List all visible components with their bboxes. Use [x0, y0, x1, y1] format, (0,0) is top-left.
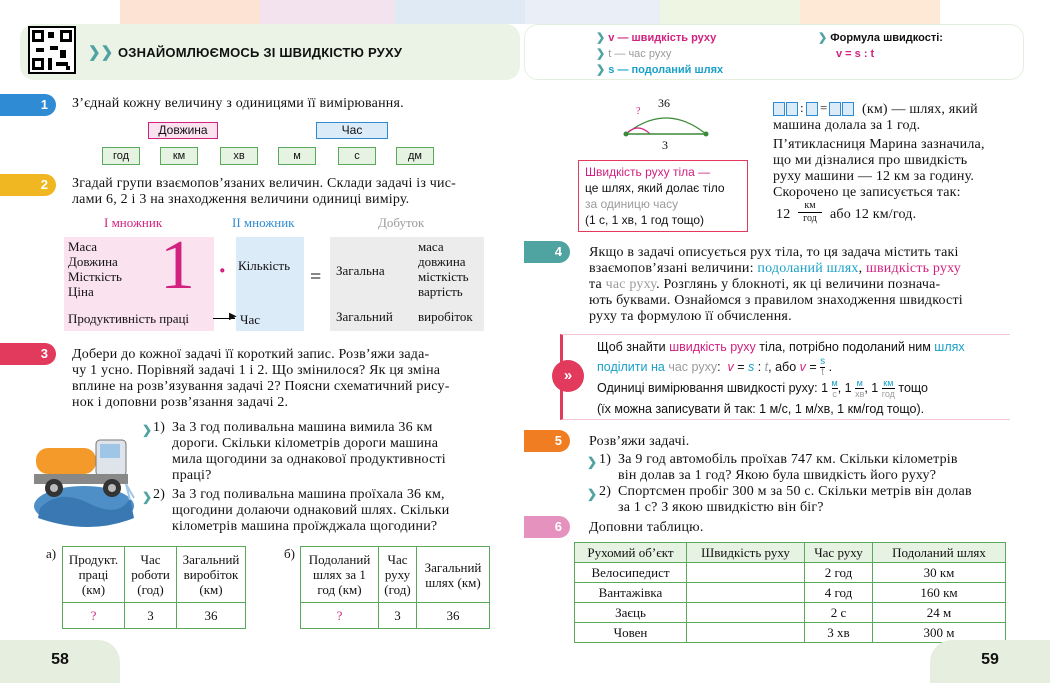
qr-code-icon[interactable] — [28, 26, 76, 74]
task4-line: взаємопов’язані величини: подоланий шлях, швидкість руху — [589, 261, 962, 276]
task3-line: вплине на розв’язування задачі 2? Поясни схематичний рису- — [72, 379, 450, 394]
task3-line: чу 1 усно. Порівняй задачі 1 і 2. Що змінилося? Як ця зміна — [72, 363, 441, 378]
task-number-2: 2 — [0, 174, 56, 196]
subtask2-line: кілометрів машина проїжджала щогодини? — [172, 519, 438, 534]
speed-table-cell: 2 год — [805, 563, 873, 583]
speed-definition-box — [578, 160, 748, 232]
table-a-cell: 3 — [125, 603, 177, 629]
speed-table-header: Рухомий об’єкт — [575, 543, 687, 563]
product-list — [418, 239, 469, 299]
factor1-item: Маса — [68, 239, 98, 254]
marina-line-2: П’ятикласниця Марина зазначила, — [773, 137, 985, 152]
product-item: вартість — [418, 284, 463, 299]
subtask1-line: мила щогодини за однакової продуктивності — [172, 452, 446, 467]
total-f-label: Загальна — [336, 263, 385, 278]
marina-line-5: Скорочено це записується так: — [773, 185, 961, 200]
legend-arrow-icon: ❯ — [596, 64, 606, 76]
diagram-three: 3 — [662, 138, 668, 152]
table-a-header: Час роботи (год) — [125, 547, 177, 603]
subtask2-line: щогодини долаючи однаковий шлях. Скільки — [172, 503, 450, 518]
task3-line: Добери до кожної задачі її короткий запис. Розв’яжи зада- — [72, 347, 430, 362]
product-item: маса — [418, 239, 444, 254]
distance-arc-diagram — [620, 106, 712, 142]
watering-truck-image — [30, 418, 138, 530]
answer-box[interactable] — [773, 102, 785, 116]
formula-arrow-icon: ❯ — [818, 32, 828, 44]
table-a-cell[interactable]: ? — [63, 603, 125, 629]
box-colon: : — [800, 100, 804, 115]
header-factor-2: ІІ множник — [232, 215, 295, 230]
task5-p1 — [618, 452, 958, 484]
top-strip-orange — [800, 0, 940, 24]
answer-box[interactable] — [842, 102, 854, 116]
task4-line: руху та формулою її обчислення. — [589, 309, 792, 324]
table-b-header: Час руху (год) — [379, 547, 417, 603]
speed-table-header: Подоланий шлях — [873, 543, 1006, 563]
task-number-3: 3 — [0, 343, 56, 365]
task-number-1: 1 — [0, 94, 56, 116]
table-a-header: Загальний виробіток (км) — [177, 547, 246, 603]
speed-frac-den: год — [803, 213, 817, 224]
formula-text: v = s : t — [836, 48, 875, 60]
task4-line: Якщо в задачі описується рух тіла, то ця задача містить такі — [589, 245, 959, 260]
header-legend — [596, 30, 723, 78]
speed-table-header: Час руху — [805, 543, 873, 563]
task3-line: нок і доповни розв’язання задачі 2. — [72, 395, 289, 410]
task6-text: Доповни таблицю. — [589, 520, 704, 535]
task5-p1-line: За 9 год автомобіль проїхав 747 км. Скільки кілометрів — [618, 452, 958, 467]
units-row — [102, 147, 442, 167]
speed-table-cell[interactable] — [687, 623, 805, 643]
speed-table-cell: 3 хв — [805, 623, 873, 643]
speed-table-header: Швидкість руху — [687, 543, 805, 563]
rule-line-4: (їх можна записувати й так: 1 м/с, 1 м/хв, 1 км/год тощо). — [597, 402, 925, 417]
speed-12: 12 — [776, 207, 791, 222]
def-line: Швидкість руху тіла — — [585, 165, 711, 179]
speed-table-cell: 300 м — [873, 623, 1006, 643]
subtask1-text — [172, 420, 446, 484]
subtask1-line: праці? — [172, 468, 212, 483]
total-m-label: Загальний — [336, 309, 393, 324]
table-b-cell: 3 — [379, 603, 417, 629]
page-number-left: 58 — [0, 640, 120, 683]
speed-table-cell: Велосипедист — [575, 563, 687, 583]
diagram-question: ? — [636, 106, 641, 117]
time-label: Час — [240, 312, 260, 327]
arrow-head-icon: ▶ — [229, 311, 237, 322]
task5-p2-line: Спортсмен пробіг 300 м за 50 с. Скільки метрів він долав — [618, 484, 972, 499]
answer-box[interactable] — [829, 102, 841, 116]
task2-text-1: Згадай групи взаємопов’язаних величин. Склади задачі із чис- — [72, 176, 456, 191]
marina-line-3: що ми дізналися про швидкість — [773, 153, 968, 168]
label-time[interactable]: Час — [316, 122, 388, 139]
def-line: це шлях, який долає тіло — [585, 181, 725, 195]
subtask1-line: дороги. Скільки кілометрів дороги машина — [172, 436, 439, 451]
subtask-arrow-icon: ❯ — [142, 490, 153, 504]
speed-table-cell[interactable] — [687, 583, 805, 603]
top-strip-green — [660, 0, 800, 24]
table-b — [300, 546, 490, 629]
page-number-right: 59 — [930, 640, 1050, 683]
subtask2-line: За 3 год поливальна машина проїхала 36 км, — [172, 487, 445, 502]
output-label: виробіток — [418, 309, 473, 324]
speed-table-cell: 2 с — [805, 603, 873, 623]
speed-table-cell[interactable] — [687, 563, 805, 583]
formula-title: Формула швидкості: — [830, 32, 943, 44]
diagram-total: 36 — [658, 96, 670, 110]
product-item: місткість — [418, 269, 469, 284]
marina-line-0: (км) — шлях, який — [862, 102, 978, 117]
factor1-item: Довжина — [68, 254, 118, 269]
table-a-label: а) — [46, 546, 57, 561]
box-equals: = — [820, 100, 828, 115]
speed-table-cell: Вантажівка — [575, 583, 687, 603]
speed-frac-num: км — [798, 200, 822, 213]
legend-arrow-icon: ❯ — [596, 48, 606, 60]
speed-table-cell: Човен — [575, 623, 687, 643]
factor1-item: Ціна — [68, 284, 94, 299]
subtask-arrow-icon: ❯ — [587, 487, 598, 501]
task-number-5: 5 — [524, 430, 570, 452]
speed-table-cell[interactable] — [687, 603, 805, 623]
task1-text: З’єднай кожну величину з одиницями її вимірювання. — [72, 96, 404, 111]
unit-box[interactable]: м — [278, 147, 316, 165]
equals-sign: = — [310, 266, 322, 288]
rule-line-2: поділити на час руху: v = s : t, або v = $\frac{s}{t}$ . — [597, 356, 833, 379]
speed-table-cell: 160 км — [873, 583, 1006, 603]
header-chevrons-icon: ❯❯ — [88, 44, 114, 61]
rule-text — [597, 337, 965, 419]
legend-arrow-icon: ❯ — [596, 32, 606, 44]
task4-text — [589, 245, 963, 325]
rule-chevron-icon: » — [552, 360, 584, 392]
speed-table-cell: Заєць — [575, 603, 687, 623]
table-b-cell[interactable]: ? — [301, 603, 379, 629]
legend-s: s — подоланий шлях — [608, 64, 724, 76]
answer-box[interactable] — [806, 102, 818, 116]
speed-table-cell: 24 м — [873, 603, 1006, 623]
unit-box[interactable]: с — [338, 147, 376, 165]
task-number-4: 4 — [554, 244, 562, 259]
table-b-header: Подоланий шлях за 1 год (км) — [301, 547, 379, 603]
header-factor-1: І множник — [104, 215, 163, 230]
task2-text-2: лами 6, 2 і 3 на знаходження величини одиниці виміру. — [72, 192, 410, 207]
unit-box[interactable]: хв — [220, 147, 258, 165]
legend-v: v — швидкість руху — [608, 32, 717, 44]
task4-line: та час руху. Розглянь у блокноті, як ці величини познача- — [589, 277, 941, 292]
big-one: 1 — [160, 227, 195, 304]
task5-p1-line: він долав за 1 год? Якою була швидкість його руху? — [618, 468, 937, 483]
top-strip-blue — [395, 0, 525, 24]
unit-box[interactable]: км — [160, 147, 198, 165]
table-b-cell: 36 — [417, 603, 490, 629]
factor1-list — [68, 239, 122, 299]
speed-table-cell: 4 год — [805, 583, 873, 603]
rule-line-1: Щоб знайти швидкість руху тіла, потрібно подоланий ним шлях — [597, 340, 965, 354]
task3-text — [72, 347, 450, 411]
top-strip-peach — [120, 0, 260, 24]
speed-table — [574, 542, 1006, 643]
task5-p2 — [618, 484, 972, 516]
quantity-label: Кількість — [238, 258, 291, 273]
unit-box[interactable]: год — [102, 147, 140, 165]
task5-text: Розв’яжи задачі. — [589, 434, 690, 449]
subtask1-label: 1) — [153, 420, 166, 435]
marina-line-1: машина долала за 1 год. — [773, 118, 921, 133]
rule-line-3: Одиниці вимірювання швидкості руху: 1 м с, 1 м хв, 1 км год тощо — [597, 378, 928, 400]
subtask2-label: 2) — [153, 487, 166, 502]
subtask-arrow-icon: ❯ — [587, 455, 598, 469]
subtask-arrow-icon: ❯ — [142, 423, 153, 437]
label-length[interactable]: Довжина — [148, 122, 218, 139]
task5-p2-line: за 1 с? З якою швидкістю він біг? — [618, 500, 824, 515]
table-a-header: Продукт. праці (км) — [63, 547, 125, 603]
def-line: (1 с, 1 хв, 1 год тощо) — [585, 213, 705, 227]
header-formula — [818, 30, 943, 62]
legend-t: t — час руху — [608, 48, 672, 60]
subtask1-line: За 3 год поливальна машина вимила 36 км — [172, 420, 433, 435]
task4-line: ють буквами. Ознайомся з правилом знаходження швидкості — [589, 293, 963, 308]
answer-box[interactable] — [786, 102, 798, 116]
factor1-item: Місткість — [68, 269, 122, 284]
table-b-label: б) — [284, 546, 295, 561]
product-item: довжина — [418, 254, 466, 269]
subtask2-text — [172, 487, 449, 535]
table-b-header: Загальний шлях (км) — [417, 547, 490, 603]
top-strip-blue2 — [525, 0, 660, 24]
table-a-cell: 36 — [177, 603, 246, 629]
marina-line-4: руху машини — 12 км за годину. — [773, 169, 975, 184]
speed-fraction — [798, 200, 822, 225]
multiply-dot: · — [218, 256, 227, 285]
header-product: Добуток — [378, 215, 425, 230]
def-line: за одиницю часу — [585, 197, 679, 211]
speed-table-cell: 30 км — [873, 563, 1006, 583]
top-strip-pink — [260, 0, 395, 24]
speed-alt: або 12 км/год. — [830, 207, 917, 222]
task5-p2-label: 2) — [599, 484, 612, 499]
page-title: ОЗНАЙОМЛЮЄМОСЬ ЗІ ШВИДКІСТЮ РУХУ — [118, 45, 403, 60]
unit-box[interactable]: дм — [396, 147, 434, 165]
task5-p1-label: 1) — [599, 452, 612, 467]
productivity-label: Продуктивність праці — [68, 311, 190, 326]
task-number-6: 6 — [524, 516, 570, 538]
table-a — [62, 546, 246, 629]
